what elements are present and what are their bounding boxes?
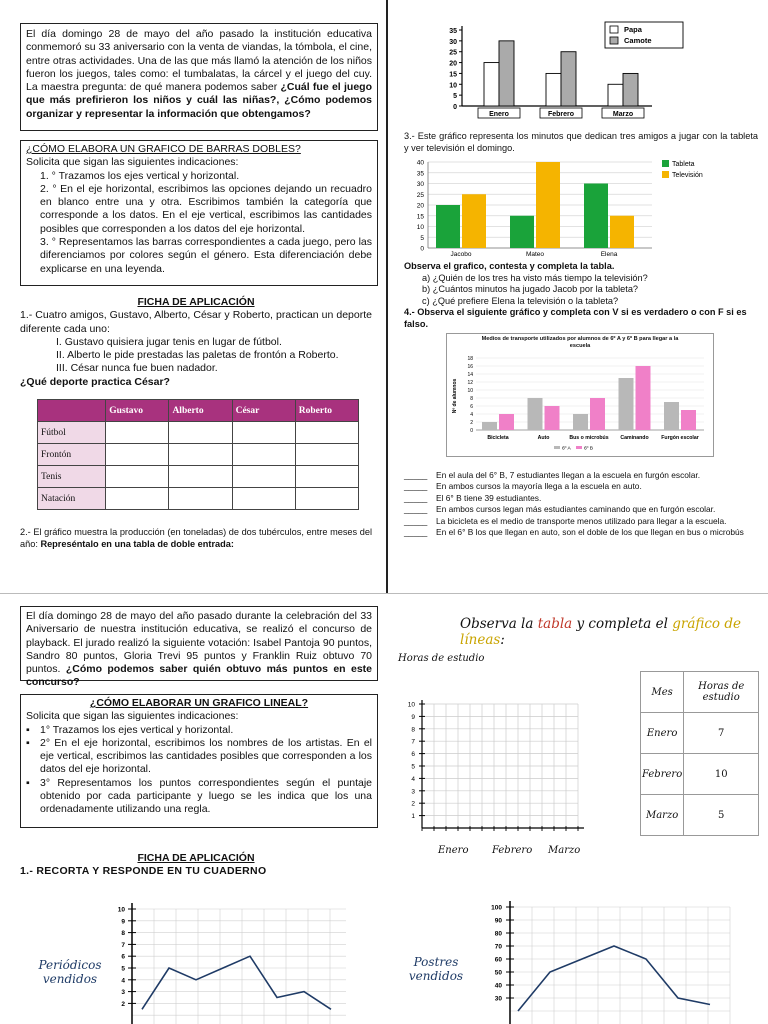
bar-television: [462, 194, 486, 248]
periodicos-label-line-1: Periódicos: [38, 958, 102, 972]
legend-swatch: [610, 26, 618, 33]
hours-table: [640, 671, 759, 836]
ficha-1-clue-3: III. César nunca fue buen nadador.: [56, 362, 218, 375]
hours-table-month: Marzo: [641, 795, 684, 836]
bar-6a: [573, 414, 588, 430]
y-tick-label: 9: [121, 918, 125, 926]
statement-text: En ambos cursos la mayoría llega a la escuela en auto.: [436, 481, 642, 492]
ficha-2-instruction: 1.- RECORTA Y RESPONDE EN TU CUADERNO: [20, 865, 267, 878]
periodicos-label-line-2: vendidos: [42, 972, 98, 986]
ficha-1-clue-1: I. Gustavo quisiera jugar tenis en lugar de fútbol.: [56, 335, 282, 348]
ficha-2-title: FICHA DE APLICACIÓN: [137, 852, 255, 864]
y-tick-label: 5: [453, 93, 457, 101]
bar-papa: [484, 63, 499, 106]
bar-camote: [623, 73, 638, 106]
sports-cell[interactable]: [295, 444, 358, 466]
periodicos-line-chart: [110, 893, 370, 1024]
sports-cell[interactable]: [169, 466, 232, 488]
y-tick-label: 30: [494, 995, 502, 1003]
line-instructions-title: ¿CÓMO ELABORAR UN GRAFICO LINEAL?: [89, 697, 309, 709]
category-label: Caminando: [620, 435, 649, 441]
y-tick-label: 5: [411, 763, 415, 771]
statement-4[interactable]: [404, 504, 760, 515]
y-tick-label: 1: [411, 813, 415, 821]
y-tick-label: 4: [411, 775, 415, 783]
bar-papa: [608, 84, 623, 106]
sports-cell[interactable]: [106, 444, 169, 466]
hours-label: Horas de estudio: [398, 653, 485, 664]
q4-statements: [404, 470, 760, 538]
double-bar-title: ¿CÓMO ELABORA UN GRAFICO DE BARRAS DOBLES?: [26, 143, 301, 155]
y-tick-label: 4: [470, 412, 473, 418]
sports-cell[interactable]: [169, 488, 232, 510]
y-tick-label: 0: [420, 245, 424, 253]
y-tick-label: 40: [416, 159, 424, 167]
y-tick-label: 35: [416, 170, 424, 178]
postres-line: [518, 946, 710, 1011]
legend-label: 6º A: [562, 446, 571, 452]
y-tick-label: 2: [121, 1000, 125, 1008]
y-tick-label: 10: [117, 906, 125, 914]
ficha-1-question: ¿Qué deporte practica César?: [20, 375, 170, 388]
legend-swatch: [662, 160, 669, 167]
bar-camote: [561, 52, 576, 106]
legend-label: Tableta: [672, 161, 695, 168]
x-label-febrero: Febrero: [492, 845, 533, 856]
y-tick-label: 2: [411, 800, 415, 808]
category-label: Furgón escolar: [661, 435, 699, 441]
legend-swatch: [554, 446, 560, 449]
y-tick-label: 16: [467, 364, 473, 370]
y-tick-label: 70: [494, 943, 502, 951]
statement-6[interactable]: [404, 527, 760, 538]
periodicos-label: [30, 958, 110, 986]
category-label: Febrero: [547, 111, 575, 118]
answer-blank[interactable]: _____: [404, 504, 428, 515]
column-divider: [386, 0, 388, 593]
y-tick-label: 14: [467, 372, 473, 378]
y-tick-label: 10: [449, 82, 457, 90]
q3-question-a: a) ¿Quién de los tres ha visto más tiempo la televisión?: [422, 272, 648, 283]
sports-header-cesar: César: [232, 400, 295, 422]
sports-cell[interactable]: [295, 422, 358, 444]
sports-cell[interactable]: [106, 422, 169, 444]
bar-camote: [499, 41, 514, 106]
playback-box: [20, 606, 378, 689]
y-tick-label: 3: [121, 989, 125, 997]
legend-swatch: [610, 37, 618, 44]
bar-6a: [664, 402, 679, 430]
sports-row-natacion: Natación: [38, 488, 106, 510]
ficha-1-problem-2: [20, 527, 372, 550]
q3-observe: Observa el grafico, contesta y completa la tabla.: [404, 261, 615, 271]
problem-2-bold: Represéntalo en una tabla de doble entrada:: [40, 538, 234, 549]
category-label: Bicicleta: [487, 435, 509, 441]
answer-blank[interactable]: _____: [404, 481, 428, 492]
hours-table-header-hours: Horas de estudio: [684, 672, 759, 713]
double-bar-step-1: 1. ° Trazamos los ejes vertical y horizontal.: [40, 169, 240, 182]
postres-line-chart: [474, 883, 754, 1024]
page-divider: [0, 593, 768, 594]
category-label: Bus o microbús: [569, 435, 609, 441]
y-tick-label: 15: [416, 213, 424, 221]
sports-header-roberto: Roberto: [295, 400, 358, 422]
y-tick-label: 12: [467, 380, 473, 386]
ficha-1-problem: 1.- Cuatro amigos, Gustavo, Alberto, César y Roberto, practican un deporte diferente cada uno:: [20, 309, 372, 335]
y-tick-label: 8: [121, 930, 125, 938]
sports-row-tenis: Tenis: [38, 466, 106, 488]
category-label: Auto: [537, 435, 550, 441]
y-tick-label: 30: [449, 38, 457, 46]
ficha-1: [20, 296, 372, 389]
heading-part: Observa la: [460, 616, 538, 632]
hours-table-header-month: Mes: [641, 672, 684, 713]
category-label: Marzo: [612, 111, 634, 118]
category-label: Jacobo: [450, 251, 472, 258]
answer-blank[interactable]: _____: [404, 515, 428, 526]
double-bar-instructions: [20, 140, 378, 286]
sports-cell[interactable]: [232, 422, 295, 444]
sports-table: [37, 399, 359, 510]
y-tick-label: 3: [411, 788, 415, 796]
bar-tableta: [510, 216, 534, 248]
playback-text: El día domingo 28 de mayo del año pasado durante la celebración del 33 Aniversario de nuestra institución educativa, se realizó el concurso de playback. El jurado realizó la siguiente votación: Isabel Pantoja 90 puntos, Sandro 80 puntos, Gloria Trevi 95 puntos y Franklin Ruiz obtuvo 70 puntos.: [26, 610, 372, 676]
statement-text: El 6° B tiene 39 estudiantes.: [436, 492, 542, 503]
statement-3[interactable]: [404, 493, 760, 504]
y-tick-label: 18: [467, 356, 473, 362]
double-bar-lead: Solicita que sigan las siguientes indicaciones:: [26, 156, 239, 169]
category-label: Elena: [600, 251, 618, 258]
y-tick-label: 10: [416, 224, 424, 231]
line-step-text: 2° En el eje horizontal, escribimos los nombres de los artistas. En el eje vertical, escribimos las cantidades posibles que corresponden a los datos del eje horizontal.: [40, 736, 372, 776]
y-tick-label: 8: [411, 726, 415, 734]
hours-table-month: Febrero: [641, 754, 684, 795]
x-label-enero: Enero: [438, 845, 469, 856]
bar-6b: [499, 414, 514, 430]
answer-blank[interactable]: _____: [404, 527, 428, 538]
y-tick-label: 0: [453, 104, 457, 111]
line-step-text: 1° Trazamos los ejes vertical y horizontal.: [40, 723, 234, 736]
double-bar-step-3: 3. ° Representamos las barras correspondientes a cada juego, pero las diferenciamos por colores según el género. Esta diferenciación debe explicarse en una leyenda.: [40, 236, 372, 275]
tablet-bar-chart: [404, 156, 734, 260]
y-tick-label: 5: [121, 965, 125, 973]
line-step-2: ▪ 2° En el eje horizontal, escribimos los nombres de los artistas. En el eje vertical, escribimos las cantidades posibles que corresponden a los datos del eje horizontal.: [26, 736, 372, 776]
intro-box: [20, 23, 378, 131]
statement-2[interactable]: [404, 481, 760, 492]
y-tick-label: 100: [491, 904, 502, 912]
y-tick-label: 6: [470, 404, 473, 410]
line-step-text: 3° Representamos los puntos correspondientes según el puntaje obtenido por cada participante y luego se les indica que los una ordenadamente utilizando una regla.: [40, 776, 372, 816]
heading-part: y completa el: [572, 616, 673, 632]
statement-text: En el aula del 6° B, 7 estudiantes llegan a la escuela en furgón escolar.: [436, 470, 701, 480]
bar-6b: [545, 406, 560, 430]
hours-table-value: 10: [684, 754, 759, 795]
sports-cell[interactable]: [295, 488, 358, 510]
y-tick-label: 30: [416, 181, 424, 188]
y-tick-label: 5: [420, 234, 424, 242]
y-tick-label: 6: [121, 953, 125, 961]
playback-question: ¿Cómo podemos saber quién obtuvo más puntos en este concurso?: [26, 663, 372, 689]
periodicos-line: [142, 956, 331, 1009]
legend-label: Televisión: [672, 172, 703, 179]
q3-text: 3.- Este gráfico representa los minutos que dedican tres amigos a jugar con la tableta y ver televisión el domingo.: [404, 131, 758, 153]
ficha-1-clue-2: II. Alberto le pide prestadas las paletas de frontón a Roberto.: [56, 349, 339, 362]
sports-cell[interactable]: [295, 466, 358, 488]
y-tick-label: 7: [411, 738, 415, 746]
bar-6b: [636, 366, 651, 430]
legend-swatch: [576, 446, 582, 449]
y-tick-label: 40: [494, 982, 502, 990]
bar-television: [610, 216, 634, 248]
y-tick-label: 9: [411, 713, 415, 721]
line-step-1: ▪ 1° Trazamos los ejes vertical y horizontal.: [26, 723, 234, 736]
double-bar-step-2: 2. ° En el eje horizontal, escribimos las opciones dejando un recuadro en blanco entre una y otra. Escribimos también la categoría que corresponde a los datos. En el eje vertical, escribimos las cantidades posibles que corresponden a los datos del eje horizontal.: [40, 182, 372, 235]
bar-6a: [619, 378, 634, 430]
hours-table-value: 7: [684, 713, 759, 754]
bar-6b: [590, 398, 605, 430]
bar-tableta: [584, 184, 608, 249]
statement-1[interactable]: [404, 470, 760, 481]
y-tick-label: 8: [470, 396, 473, 402]
ficha-2: [20, 852, 372, 879]
bar-tableta: [436, 205, 460, 248]
bar-6a: [482, 422, 497, 430]
y-tick-label: 35: [449, 28, 457, 35]
problem-2-text: 2.- El gráfico muestra la producción (en toneladas) de dos tubérculos, entre meses del año:: [20, 527, 372, 549]
tuber-bar-chart: [448, 20, 688, 124]
hours-grid: [398, 680, 628, 865]
heading-chart-word: gráfico de líneas: [460, 616, 741, 648]
y-tick-label: 25: [449, 49, 457, 57]
sports-cell[interactable]: [232, 466, 295, 488]
sports-row-fronton: Frontón: [38, 444, 106, 466]
category-label: Enero: [489, 111, 509, 118]
intro-text: El día domingo 28 de mayo del año pasado la institución educativa conmemoró su 33 aniversario con la venta de viandas, la tómbola, el cine, entre otras actividades. Una de las que más llamó la atención de los niños fueron los juegos, tales como: el tumbalatas, la cárcel y el juego del cuy. La maestra pregunta: de qué manera podemos saber: [26, 28, 372, 94]
heading-part: :: [500, 632, 505, 648]
q4-text: 4.- Observa el siguiente gráfico y completa con V si es verdadero o con F si es falso.: [404, 307, 747, 329]
legend-label: 6º B: [584, 446, 593, 452]
bar-6a: [528, 398, 543, 430]
sports-cell[interactable]: [232, 488, 295, 510]
transport-chart-title: Medios de transporte utilizados por alumnos de 6º A y 6º B para llegar a la escuela: [481, 336, 679, 349]
sports-header-alberto: Alberto: [169, 400, 232, 422]
y-tick-label: 90: [494, 917, 502, 925]
ficha-1-title: FICHA DE APLICACIÓN: [137, 296, 255, 308]
y-tick-label: 50: [494, 969, 502, 977]
line-step-3: ▪ 3° Representamos los puntos correspondientes según el puntaje obtenido por cada participante y luego se les indica que los una ordenadamente utilizando una regla.: [26, 776, 372, 816]
answer-blank[interactable]: _____: [404, 492, 428, 503]
y-tick-label: 15: [449, 71, 457, 79]
y-tick-label: 4: [121, 977, 125, 985]
y-tick-label: 10: [407, 701, 415, 709]
statement-5[interactable]: [404, 516, 760, 527]
y-axis-label: Nº de alumnos: [452, 378, 458, 414]
legend-swatch: [662, 171, 669, 178]
sports-row-futbol: Fútbol: [38, 422, 106, 444]
bar-television: [536, 162, 560, 248]
sports-cell[interactable]: [106, 488, 169, 510]
heading-table-word: tabla: [537, 616, 573, 632]
sports-cell[interactable]: [106, 466, 169, 488]
statement-text: En el 6° B los que llegan en auto, son el doble de los que llegan en bus o microbús: [436, 527, 744, 538]
statement-text: La bicicleta es el medio de transporte menos utilizado para llegar a la escuela.: [436, 515, 727, 526]
y-tick-label: 20: [416, 202, 424, 210]
sports-header-gustavo: Gustavo: [106, 400, 169, 422]
postres-label-line-2: vendidos: [408, 969, 464, 983]
legend-label: Camote: [624, 36, 652, 45]
sports-cell[interactable]: [169, 422, 232, 444]
hours-table-value: 5: [684, 795, 759, 836]
y-tick-label: 25: [416, 191, 424, 199]
statement-text: En ambos cursos legan más estudiantes caminando que en furgón escolar.: [436, 504, 716, 515]
bar-papa: [546, 73, 561, 106]
postres-label-line-1: Postres: [413, 955, 459, 969]
y-tick-label: 2: [470, 420, 473, 426]
postres-label: [400, 955, 472, 983]
y-tick-label: 6: [411, 751, 415, 759]
transport-bar-chart: [446, 350, 714, 456]
category-label: Mateo: [525, 251, 545, 258]
x-label-marzo: Marzo: [548, 845, 581, 856]
q3-question-b: b) ¿Cuántos minutos ha jugado Jacob por la tableta?: [422, 284, 639, 295]
intro-question: ¿Cuál fue el juego que más prefirieron los niños y cuál las niñas?, ¿Cómo podemos organizar y representar la información que obtengamos?: [26, 81, 372, 120]
legend-label: Papa: [624, 25, 642, 34]
y-tick-label: 20: [449, 60, 457, 68]
line-task-heading: [460, 616, 768, 648]
hours-table-month: Enero: [641, 713, 684, 754]
y-tick-label: 7: [121, 941, 125, 949]
y-tick-label: 10: [467, 388, 473, 394]
y-tick-label: 60: [494, 956, 502, 964]
line-chart-instructions: [20, 694, 378, 828]
line-instructions-lead: Solicita que sigan las siguientes indicaciones:: [26, 710, 239, 723]
sports-cell[interactable]: [232, 444, 295, 466]
q3-question-c: c) ¿Qué prefiere Elena la televisión o la tableta?: [422, 295, 619, 306]
y-tick-label: 0: [470, 428, 473, 434]
sports-cell[interactable]: [169, 444, 232, 466]
bar-6b: [681, 410, 696, 430]
answer-blank[interactable]: _____: [404, 470, 428, 480]
sports-table-corner: [38, 400, 106, 422]
q3-block: [404, 261, 758, 331]
y-tick-label: 80: [494, 930, 502, 938]
